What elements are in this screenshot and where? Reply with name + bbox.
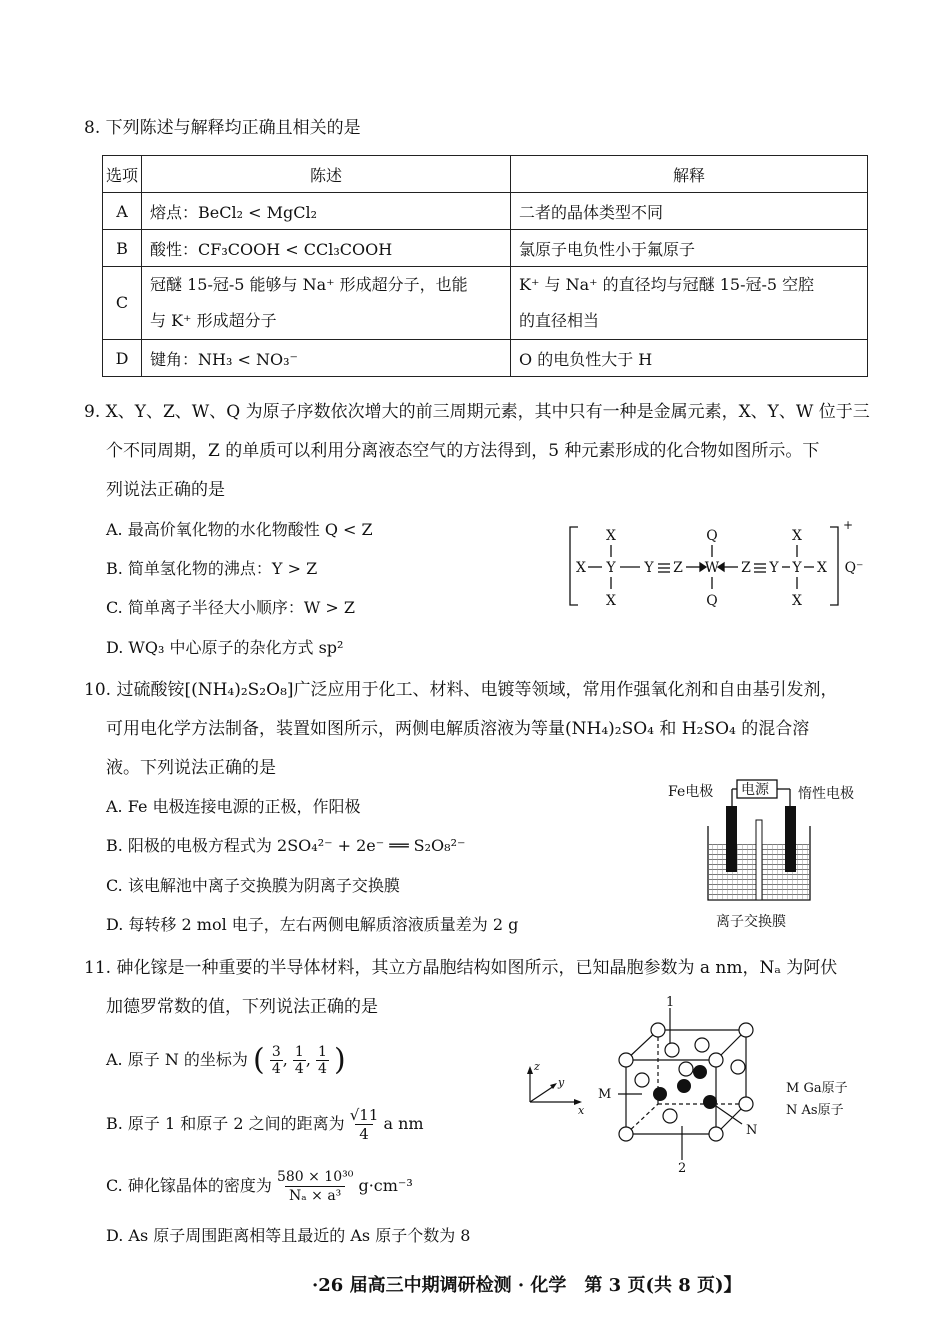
atom-1-label: 1 bbox=[666, 995, 675, 1010]
q10-option-b: B. 阳极的电极方程式为 2SO₄²⁻ + 2e⁻ ══ S₂O₈²⁻ bbox=[106, 836, 466, 855]
q10-stem-line1: 10. 过硫酸铵[(NH₄)₂S₂O₈]广泛应用于化工、材料、电镀等领域，常用作强氧化剂和自由基引发剂， bbox=[84, 680, 838, 700]
option-a-text: A. 原子 N 的坐标为 bbox=[106, 1050, 248, 1069]
row-option: B bbox=[103, 230, 142, 267]
option-b-num: √11 bbox=[349, 1106, 379, 1124]
struct-z2: Z bbox=[741, 560, 751, 576]
q11-option-d: D. As 原子周围距离相等且最近的 As 原子个数为 8 bbox=[106, 1226, 471, 1245]
frac-3 bbox=[316, 1044, 329, 1077]
axis-z-label: z bbox=[534, 1060, 540, 1073]
label-fe-electrode: Fe电极 bbox=[668, 784, 714, 800]
struct-x-bot2: X bbox=[792, 593, 802, 609]
struct-q-bot: Q bbox=[706, 593, 718, 609]
q9-option-b: B. 简单氢化物的沸点：Y > Z bbox=[106, 559, 318, 578]
option-b-den: 4 bbox=[355, 1124, 373, 1143]
q10-option-d: D. 每转移 2 mol 电子，左右两侧电解质溶液质量差为 2 g bbox=[106, 915, 519, 934]
header-option: 选项 bbox=[103, 156, 142, 193]
struct-q-top: Q bbox=[706, 528, 718, 544]
struct-counterion: Q⁻ bbox=[844, 560, 864, 576]
q11-option-c bbox=[106, 1168, 413, 1205]
struct-w: W bbox=[704, 560, 720, 576]
atom-2-label: 2 bbox=[678, 1161, 687, 1176]
table-row bbox=[103, 230, 868, 267]
option-c-den: Nₐ × a³ bbox=[285, 1186, 345, 1205]
frac-2-den: 4 bbox=[294, 1061, 304, 1077]
row-explanation-line1: K⁺ 与 Na⁺ 的直径均与冠醚 15-冠-5 空腔 bbox=[519, 275, 815, 294]
label-ion-exchange-membrane: 离子交换膜 bbox=[716, 914, 786, 930]
q9-option-a: A. 最高价氧化物的水化物酸性 Q < Z bbox=[106, 520, 373, 539]
header-explanation: 解释 bbox=[511, 156, 868, 193]
row-statement-line2: 与 K⁺ 形成超分子 bbox=[150, 311, 277, 330]
struct-x-top2: X bbox=[792, 528, 802, 544]
q9-stem-line2: 个不同周期，Z 的单质可以利用分离液态空气的方法得到，5 种元素形成的化合物如图所示。下 bbox=[106, 441, 820, 461]
q10-option-c: C. 该电解池中离子交换膜为阴离子交换膜 bbox=[106, 876, 400, 895]
table-row bbox=[103, 267, 868, 340]
struct-z1: Z bbox=[673, 560, 683, 576]
q11-option-b bbox=[106, 1106, 424, 1143]
paren-right: ) bbox=[334, 1042, 346, 1078]
struct-y1: Y bbox=[606, 560, 616, 576]
struct-x-left: X bbox=[576, 560, 586, 576]
struct-x-top1: X bbox=[606, 528, 616, 544]
frac-3-num: 1 bbox=[318, 1044, 327, 1060]
label-power-source: 电源 bbox=[741, 782, 769, 798]
table-row bbox=[103, 193, 868, 230]
table-header-row bbox=[103, 156, 868, 193]
q9-option-d: D. WQ₃ 中心原子的杂化方式 sp² bbox=[106, 638, 344, 657]
page-footer: ·26 届高三中期调研检测 · 化学 第 3 页(共 8 页)】 bbox=[312, 1275, 742, 1296]
q10-stem-line2: 可用电化学方法制备，装置如图所示，两侧电解质溶液为等量(NH₄)₂SO₄ 和 H₂SO₄ 的混合溶 bbox=[106, 719, 810, 739]
row-statement: 熔点：BeCl₂ < MgCl₂ bbox=[142, 193, 511, 230]
q10-stem-line3: 液。下列说法正确的是 bbox=[106, 758, 276, 778]
q9-stem-line3: 列说法正确的是 bbox=[106, 480, 225, 500]
row-option: C bbox=[103, 267, 142, 340]
q10-electrolysis-diagram bbox=[660, 772, 870, 937]
struct-charge-plus: + bbox=[842, 518, 854, 532]
inert-electrode bbox=[785, 806, 796, 872]
option-c-fraction bbox=[277, 1168, 353, 1205]
option-b-fraction bbox=[350, 1106, 379, 1143]
struct-x-right: X bbox=[817, 560, 827, 576]
option-c-text: C. 砷化镓晶体的密度为 bbox=[106, 1176, 272, 1195]
option-b-text: B. 原子 1 和原子 2 之间的距离为 bbox=[106, 1114, 345, 1133]
option-c-unit: g·cm⁻³ bbox=[358, 1176, 413, 1195]
row-explanation: O 的电负性大于 H bbox=[511, 340, 868, 377]
axis-y-label: y bbox=[558, 1076, 565, 1089]
q8-table bbox=[102, 155, 868, 377]
table-row bbox=[103, 340, 868, 377]
atom-m-label: M bbox=[598, 1087, 612, 1102]
axis-x-label: x bbox=[578, 1104, 585, 1117]
option-c-num: 580 × 10³⁰ bbox=[276, 1169, 354, 1185]
frac-1-num: 3 bbox=[271, 1044, 281, 1060]
row-option: D bbox=[103, 340, 142, 377]
option-b-unit: a nm bbox=[383, 1114, 424, 1133]
q10-option-a: A. Fe 电极连接电源的正极，作阳极 bbox=[106, 797, 361, 816]
atom-n-label: N bbox=[746, 1123, 758, 1138]
row-explanation: 氯原子电负性小于氟原子 bbox=[511, 230, 868, 267]
q9-stem-line1: 9. X、Y、Z、W、Q 为原子序数依次增大的前三周期元素，其中只有一种是金属元素，X、Y、W 位于三 bbox=[84, 402, 870, 422]
q9-option-c: C. 简单离子半径大小顺序：W > Z bbox=[106, 598, 355, 617]
row-explanation: 二者的晶体类型不同 bbox=[511, 193, 868, 230]
legend-as: N As原子 bbox=[786, 1103, 844, 1118]
q11-stem-line1: 11. 砷化镓是一种重要的半导体材料，其立方晶胞结构如图所示，已知晶胞参数为 a nm，Nₐ 为阿伏 bbox=[84, 958, 838, 978]
q11-stem-line2: 加德罗常数的值，下列说法正确的是 bbox=[106, 997, 378, 1017]
row-statement-line1: 冠醚 15-冠-5 能够与 Na⁺ 形成超分子，也能 bbox=[150, 275, 468, 294]
frac-1-den: 4 bbox=[271, 1061, 281, 1077]
q11-option-a: A. 原子 N 的坐标为 ( $\frac{3}{4}$, $\frac{1}{4}$, $\frac{1}{4}$ ) bbox=[106, 1042, 346, 1078]
q11-crystal-cell-diagram bbox=[510, 990, 880, 1180]
struct-x-bot1: X bbox=[606, 593, 616, 609]
frac-2 bbox=[293, 1044, 306, 1077]
struct-y3: Y bbox=[769, 560, 779, 576]
row-option: A bbox=[103, 193, 142, 230]
label-inert-electrode: 惰性电极 bbox=[798, 786, 854, 802]
header-statement: 陈述 bbox=[142, 156, 511, 193]
row-statement bbox=[142, 267, 511, 340]
struct-y2: Y bbox=[644, 560, 654, 576]
row-statement: 键角：NH₃ < NO₃⁻ bbox=[142, 340, 511, 377]
paren-left: ( bbox=[253, 1042, 265, 1078]
ion-exchange-membrane bbox=[756, 820, 762, 900]
row-statement: 酸性：CF₃COOH < CCl₃COOH bbox=[142, 230, 511, 267]
fe-electrode bbox=[726, 806, 737, 872]
legend-ga: M Ga原子 bbox=[786, 1081, 848, 1096]
frac-1 bbox=[270, 1044, 283, 1077]
frac-3-den: 4 bbox=[318, 1061, 327, 1077]
struct-y4: Y bbox=[792, 560, 802, 576]
row-explanation bbox=[511, 267, 868, 340]
q8-stem: 8. 下列陈述与解释均正确且相关的是 bbox=[84, 118, 361, 138]
frac-2-num: 1 bbox=[294, 1044, 304, 1060]
q9-structure-diagram bbox=[560, 515, 870, 615]
row-explanation-line2: 的直径相当 bbox=[519, 311, 600, 330]
